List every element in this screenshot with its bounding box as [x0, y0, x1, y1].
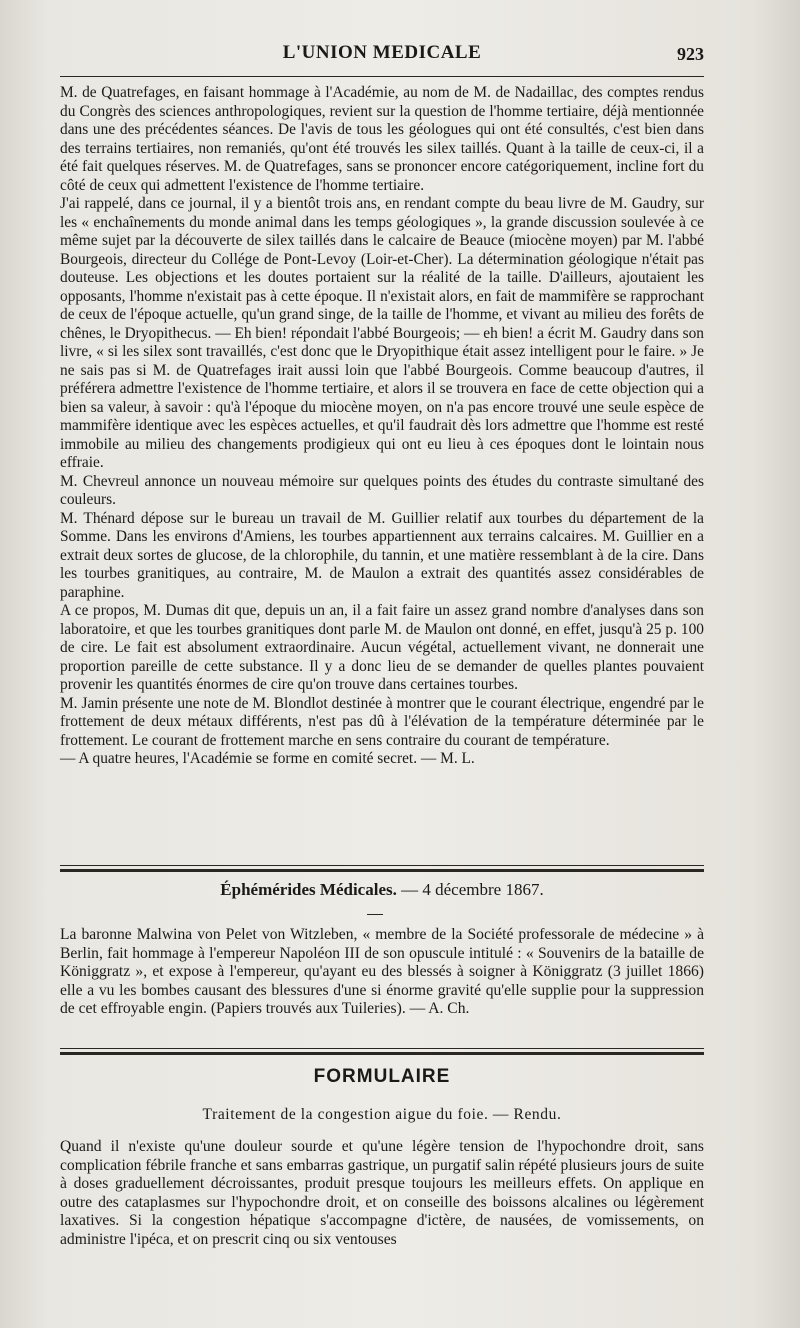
header-rule: [60, 76, 704, 77]
page-header: [60, 38, 704, 72]
section-rule-top: [60, 865, 704, 866]
formulaire-title: FORMULAIRE: [313, 1066, 451, 1087]
paragraph-quatrefages: M. de Quatrefages, en faisant hommage à l'Académie, au nom de M. de Nadaillac, des comptes rendus du Congrès des sciences anthropologiques, revient sur la question de l'homme tertiaire, déjà mentionnée dans une des précédentes séances. De l'avis de tous les géologues qui ont été consultés, c'est bien dans des terrains tertiaires, non remaniés, qu'ont été trouvés les silex taillés. Quant à la taille de ceux-ci, il a été fait quelques réserves. M. de Quatrefages, sans se prononcer encore catégoriquement, incline fort du côté de ceux qui admettent l'existence de l'homme tertiaire.: [60, 84, 704, 194]
ephemerides-title: Éphémérides Médicales.: [220, 880, 397, 899]
formulaire-rule-bottom: [60, 1052, 704, 1055]
section-rule-bottom: [60, 869, 704, 872]
formulaire-text: Quand il n'existe qu'une douleur sourde et qu'une légère tension de l'hypochondre droit, sans complication fébrile franche et sans embarras gastrique, un purgatif salin répété plusieurs jours de suite à doses graduellement décroissantes, produit presque toujours les meilleurs effets. On applique en outre des cataplasmes sur l'hypochondre droit, et on conseille des boissons alcalines ou légèrement laxatives. Si la congestion hépatique s'accompagne d'ictère, de nausées, de vomissements, on administre l'ipéca, et on prescrit cinq ou six ventouses: [60, 1138, 704, 1248]
academy-report: [60, 84, 704, 769]
ephemerides-date: — 4 décembre 1867.: [396, 880, 544, 899]
page-number: 923: [677, 44, 704, 64]
small-dash: [367, 914, 383, 915]
paragraph-jamin: M. Jamin présente une note de M. Blondlot destinée à montrer que le courant électrique, engendré par le frottement de deux métaux différents, n'est pas dû à l'élévation de la température déterminée par le frottement. Le courant de frottement marche en sens contraire du courant de température.: [60, 694, 704, 749]
paragraph-gaudry: J'ai rappelé, dans ce journal, il y a bientôt trois ans, en rendant compte du beau livre de M. Gaudry, sur les « enchaînements du monde animal dans les temps géologiques », la grande discussion soulevée à ce même sujet par la découverte de silex taillés dans le calcaire de Beauce (miocène moyen) par M. l'abbé Bourgeois, directeur du Collége de Pont-Levoy (Loir-et-Cher). La détermination géologique n'était pas douteuse. Les objections et les doutes portaient sur la réalité de la taille. D'ailleurs, ajoutaient les opposants, l'homme n'existait pas à cette époque. Il n'existait alors, en fait de mammifère se rapprochant de ceux de l'époque actuelle, qu'un grand singe, de la taille de l'homme, et vivant au milieu des forêts de chênes, le Dryopithecus. — Eh bien! répondait l'abbé Bourgeois; — eh bien! a écrit M. Gaudry dans son livre, « si les silex sont travaillés, c'est donc que le Dryopithique était assez intelligent pour le faire. » Je ne sais pas si M. de Quatrefages irait aussi loin que l'abbé Bourgeois. Comme beaucoup d'autres, il préférera admettre l'existence de l'homme tertiaire, et alors il se trouvera en face de cette objection qui a bien sa valeur, à savoir : qu'à l'époque du miocène moyen, on n'a pas encore trouvé une seule espèce de mammifère identique avec les espèces actuelles, et qu'il faudrait dès lors admettre que l'homme est resté immobile au milieu des changements prodigieux qui ont eu lieu à ces époques dont le lointain nous effraie.: [60, 195, 704, 471]
paragraph-dumas: A ce propos, M. Dumas dit que, depuis un an, il a fait faire un assez grand nombre d'analyses dans son laboratoire, et que les tourbes granitiques dont parle M. de Maulon ont donné, en effet, jusqu'à 25 p. 100 de cire. Le fait est absolument extraordinaire. Aucun végétal, actuellement vivant, ne donnerait une proportion pareille de cette substance. Il y a donc lieu de se demander de quelles plantes pouvaient provenir les quantités énormes de cire qu'on trouve dans certaines tourbes.: [60, 602, 704, 693]
formulaire-subtitle: Traitement de la congestion aigue du foie. — Rendu.: [202, 1106, 562, 1123]
paragraph-thenard: M. Thénard dépose sur le bureau un travail de M. Guillier relatif aux tourbes du département de la Somme. Dans les environs d'Amiens, les tourbes appartiennent aux terrains calcaires. M. Guillier en a extrait deux sortes de glucose, de la chlorophile, du tannin, et une matière ressemblant à de la cire. Dans les tourbes granitiques, au contraire, M. de Maulon a extrait des quantités assez considérables de paraphine.: [60, 509, 704, 601]
ephemerides-body: [60, 926, 704, 1019]
formulaire-rule-top: [60, 1048, 704, 1049]
paragraph-comite-secret: — A quatre heures, l'Académie se forme en comité secret. — M. L.: [60, 750, 475, 767]
paragraph-chevreul: M. Chevreul annonce un nouveau mémoire sur quelques points des études du contraste simultané des couleurs.: [60, 472, 704, 508]
formulaire-body: [60, 1138, 704, 1250]
ephemerides-heading: [60, 880, 704, 900]
ephemerides-text: La baronne Malwina von Pelet von Witzleben, « membre de la Société professorale de médecine » à Berlin, fait hommage à l'empereur Napoléon III de son opuscule intitulé : « Souvenirs de la bataille de Königgratz », et expose à l'empereur, qu'ayant eu des blessés à soigner à Königgratz (3 juillet 1866) elle a vu les bombes causant des blessures d'une si énorme gravité qu'elle supplie pour la suppression de cet effroyable engin. (Papiers trouvés aux Tuileries). — A. Ch.: [60, 926, 704, 1018]
running-title: L'UNION MEDICALE: [282, 42, 482, 63]
